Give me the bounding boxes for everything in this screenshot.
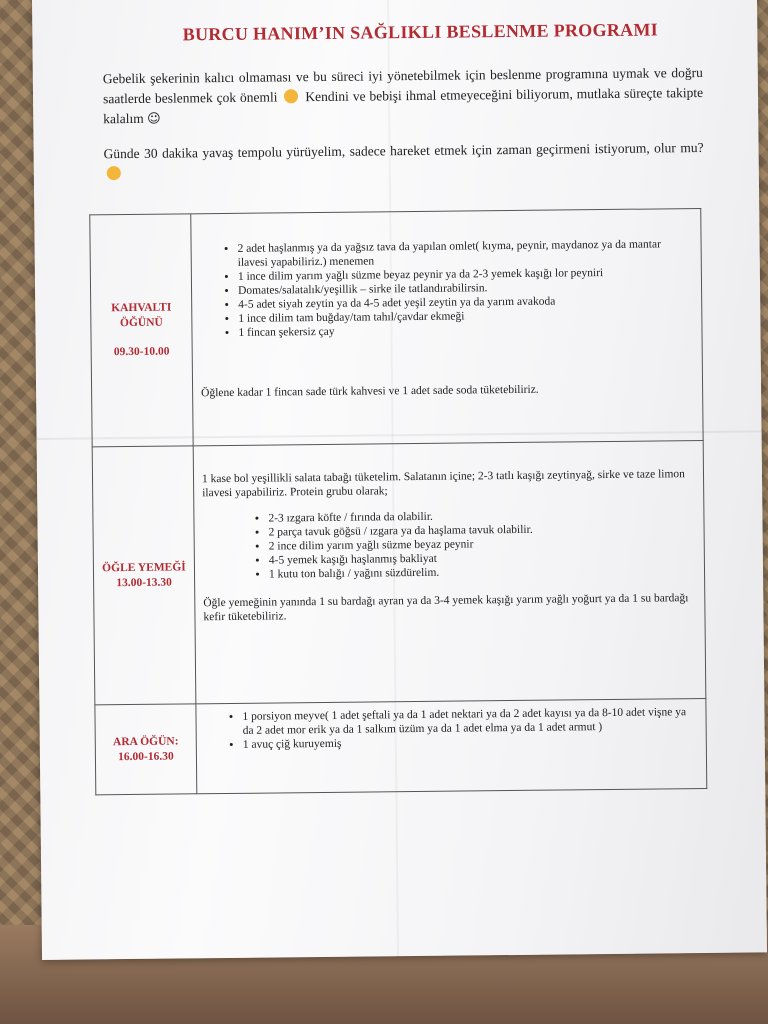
intro-paragraph-2 <box>104 138 704 184</box>
lunch-name: ÖĞLE YEMEĞİ <box>102 560 186 574</box>
list-item: • 1 ince dilim tam buğday/tam tahıl/çavdar ekmeği <box>238 307 693 326</box>
heart-eyes-emoji-icon <box>284 89 298 103</box>
snack-list <box>204 705 697 752</box>
snack-content <box>196 698 707 793</box>
breakfast-label <box>90 214 193 447</box>
lunch-time: 13.00-13.30 <box>116 576 172 589</box>
list-item: • 1 kutu ton balığı / yağını süzdürelim. <box>269 563 696 581</box>
list-item: • 2-3 ızgara köfte / fırında da olabilir. <box>268 507 695 525</box>
list-item: • 1 porsiyon meyve( 1 adet şeftali ya da 1 adet nektari ya da 2 adet kayısı ya da 8-10 adet vişne ya da 2 adet mor erik ya da 1 salkım üzüm ya da 1 adet elma ya da 1 adet armut ) <box>242 705 697 738</box>
snack-row <box>95 698 707 794</box>
list-item: • 4-5 adet siyah zeytin ya da 4-5 adet yeşil zeytin ya da yarım avakoda <box>238 293 693 312</box>
smiley-icon: ☺ <box>147 111 161 127</box>
intro-text <box>103 63 704 198</box>
list-item: • 2 adet haşlanmış ya da yağsız tava da yapılan omlet( kıyma, peynir, maydanoz ya da mantar ilavesi yapabiliriz.) menemen <box>238 237 693 270</box>
list-item: • Domates/salatalık/yeşillik – sirke ile tatlandırabilirsin. <box>238 279 693 298</box>
snack-label <box>95 704 197 795</box>
intro-p1-b: Kendini ve bebişi ihmal etmeyeceğini biliyorum, mutlaka süreçte takipte kalalım <box>103 84 704 127</box>
lunch-content <box>193 440 706 703</box>
intro-p1-a: Gebelik şekerinin kalıcı olmaması ve bu süreci iyi yönetebilmek için beslenme programına uymak ve doğru saatlerde beslenmek çok önemli <box>102 64 703 107</box>
breakfast-note: Öğlene kadar 1 fincan sade türk kahvesi ve 1 adet sade soda tüketebiliriz. <box>201 383 539 400</box>
breakfast-name-2: ÖĞÜNÜ <box>119 316 163 330</box>
list-item: • 2 parça tavuk göğsü / ızgara ya da haşlama tavuk olabilir. <box>269 521 696 539</box>
lunch-intro: 1 kase bol yeşillikli salata tabağı tüketelim. Salatanın içine; 2-3 tatlı kaşığı zeytinyağ, sirke ve taze limon ilavesi yapabiliriz. Protein grubu olarak; <box>201 468 685 500</box>
list-item: • 2 ince dilim yarım yağlı süzme beyaz peynir <box>269 535 696 553</box>
page-title: BURCU HANIM’IN SAĞLIKLI BESLENME PROGRAMI <box>182 19 659 45</box>
list-item: • 1 fincan şekersiz çay <box>238 321 693 340</box>
lunch-protein-list <box>202 507 696 582</box>
list-item: • 1 avuç çiğ kuruyemiş <box>243 733 698 752</box>
intro-paragraph-1 <box>103 63 704 130</box>
smiling-hearts-emoji-icon <box>107 166 121 180</box>
breakfast-content <box>191 209 703 446</box>
snack-name: ARA ÖĞÜN: <box>112 735 179 748</box>
list-item: • 1 ince dilim yarım yağlı süzme beyaz peynir ya da 2-3 yemek kaşığı lor peyniri <box>238 265 693 284</box>
lunch-note: Öğle yemeğinin yanında 1 su bardağı ayran ya da 3-4 yemek kaşığı yarım yağlı yoğurt ya da 1 su bardağı kefir tüketebiliriz. <box>203 592 689 624</box>
breakfast-list <box>200 237 694 340</box>
breakfast-time: 09.30-10.00 <box>113 345 170 359</box>
breakfast-name-1: KAHVALTI <box>111 301 172 315</box>
meal-plan-table <box>89 208 707 795</box>
list-item: • 4-5 yemek kaşığı haşlanmış bakliyat <box>269 549 696 567</box>
snack-time: 16.00-16.30 <box>118 750 174 763</box>
paper-sheet <box>32 0 767 960</box>
lunch-label <box>92 446 196 705</box>
breakfast-row <box>90 209 703 447</box>
lunch-row <box>92 440 706 704</box>
intro-p2: Günde 30 dakika yavaş tempolu yürüyelim, sadece hareket etmek için zaman geçirmeni istiyorum, olur mu? <box>103 139 704 162</box>
